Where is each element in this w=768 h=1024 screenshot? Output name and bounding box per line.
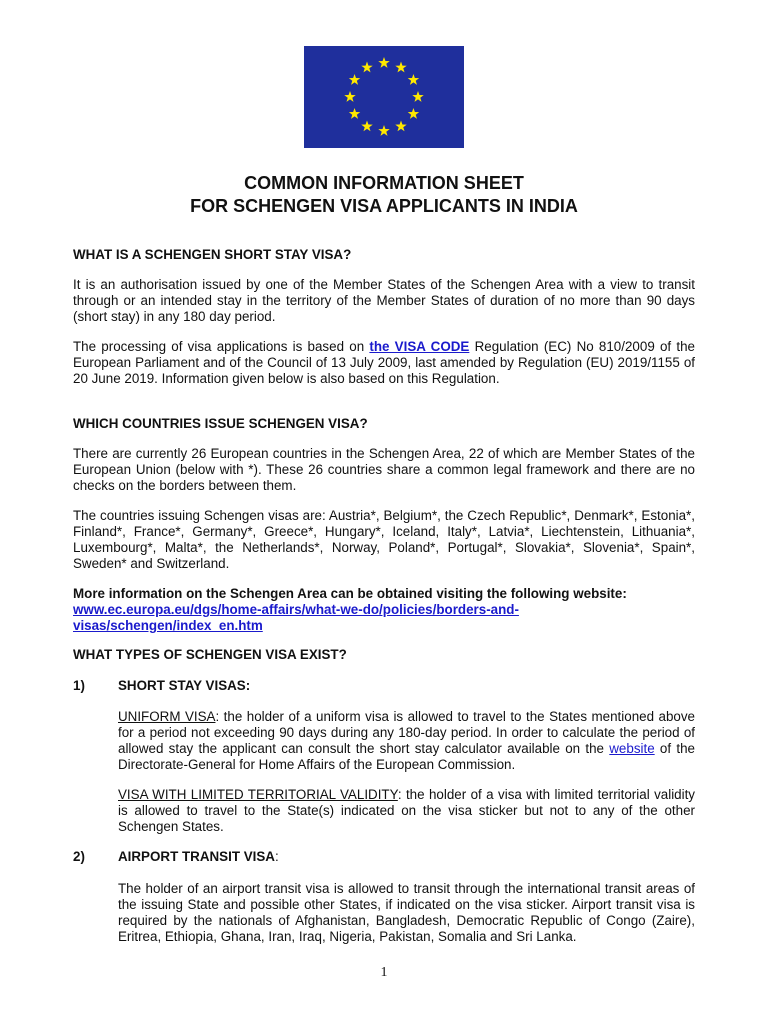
- item-number: 1): [73, 678, 85, 693]
- text: :: [274, 849, 279, 864]
- title-line-1: COMMON INFORMATION SHEET: [244, 173, 524, 193]
- eu-flag-logo: [304, 46, 464, 148]
- page-number: 1: [380, 965, 388, 980]
- label: VISA WITH LIMITED TERRITORIAL VALIDITY: [118, 787, 398, 802]
- text: Regulation (EC) No 810/2009 of the European Parliament and of the Council of 13 July 2009, last amended by Regulation (EU) 2019/1155 of 20 June 2019. Information given below is also based on this Regulation.: [73, 339, 695, 386]
- heading-types: WHAT TYPES OF SCHENGEN VISA EXIST?: [73, 647, 347, 662]
- text: : the holder of a visa with limited territorial validity is allowed to travel to the State(s) indicated on the visa sticker but not to any of the other Schengen States.: [118, 787, 696, 834]
- schengen-link[interactable]: [73, 602, 695, 634]
- paragraph: It is an authorisation issued by one of the Member States of the Schengen Area with a view to transit through or an intended stay in the territory of the Member States of duration of no more than 90 days (short stay) in any 180 day period.: [73, 277, 695, 324]
- subheading-short-stay: SHORT STAY VISAS:: [118, 678, 251, 693]
- text: The processing of visa applications is based on: [73, 339, 370, 354]
- website-link[interactable]: website: [609, 741, 655, 756]
- more-info-text: More information on the Schengen Area can be obtained visiting the following website:: [73, 586, 627, 601]
- paragraph-uniform-visa: [118, 709, 695, 773]
- text: of the Directorate-General for Home Affairs of the European Commission.: [118, 741, 695, 772]
- paragraph: There are currently 26 European countries in the Schengen Area, 22 of which are Member States of the European Union (below with *). These 26 countries share a common legal framework and there are no checks on the borders between them.: [73, 446, 695, 493]
- paragraph-airport-transit: The holder of an airport transit visa is allowed to transit through the international transit areas of the issuing State and possible other States, if indicated on the visa sticker. Airport transit visa is required by the nationals of Afghanistan, Bangladesh, Democratic Republic of Congo (Zaire), Eritrea, Ethiopia, Ghana, Iran, Iraq, Nigeria, Pakistan, Somalia and Sri Lanka.: [118, 881, 695, 944]
- document-title: [0, 172, 768, 218]
- title-line-2: FOR SCHENGEN VISA APPLICANTS IN INDIA: [190, 196, 578, 216]
- subheading-airport-transit: [118, 849, 695, 865]
- paragraph: [73, 339, 695, 387]
- label: UNIFORM VISA: [118, 709, 216, 724]
- paragraph-ltv: [118, 787, 695, 835]
- paragraph: The countries issuing Schengen visas are: Austria*, Belgium*, the Czech Republic*, Denmark*, Estonia*, Finland*, France*, Germany*, Greece*, Hungary*, Iceland, Italy*, Latvia*, Liechtenstein, Lithuania*, Luxembourg*, Malta*, the Netherlands*, Norway, Poland*, Portugal*, Slovakia*, Slovenia*, Spain*, Sweden* and Switzerland.: [73, 508, 695, 571]
- schengen-link-line1[interactable]: www.ec.europa.eu/dgs/home-affairs/what-we-do/policies/borders-and-: [73, 602, 519, 617]
- schengen-link-line2[interactable]: visas/schengen/index_en.htm: [73, 618, 263, 633]
- heading-what-is: WHAT IS A SCHENGEN SHORT STAY VISA?: [73, 247, 352, 262]
- visa-code-link[interactable]: the VISA CODE: [369, 339, 470, 354]
- label: AIRPORT TRANSIT VISA: [118, 849, 275, 864]
- heading-which-countries: WHICH COUNTRIES ISSUE SCHENGEN VISA?: [73, 416, 368, 431]
- text: : the holder of a uniform visa is allowed to travel to the States mentioned above for a period not exceeding 90 days during any 180-day period. In order to calculate the period of allowed stay the applicant can consult the short stay calculator available on the: [118, 709, 696, 756]
- item-number: 2): [73, 849, 85, 864]
